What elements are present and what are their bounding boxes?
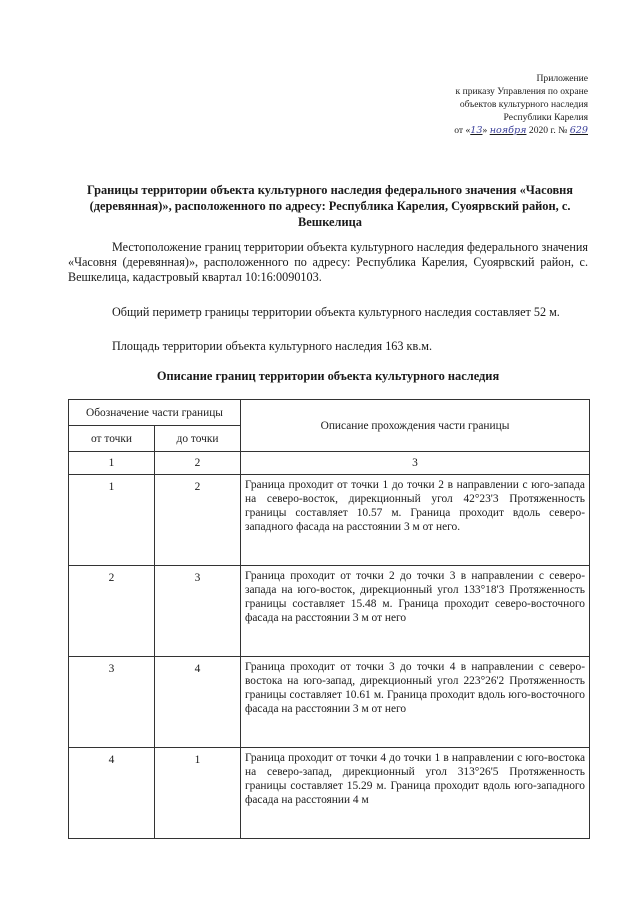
appendix-header <box>368 72 588 137</box>
description-cell: Граница проходит от точки 1 до точки 2 в направлении с юго-запада на северо-восток, дирекционный угол 42°23'3 Протяженность границы составляет 10.57 м. Граница проходит вдоль северо-западного фасада на расстоянии 3 м от него. <box>241 475 590 566</box>
table-row <box>69 566 590 657</box>
appendix-agency-line: объектов культурного наследия <box>459 99 588 110</box>
area-paragraph: Площадь территории объекта культурного наследия 163 кв.м. <box>112 339 433 353</box>
group-header: Обозначение части границы <box>69 400 241 426</box>
to-point-cell: 1 <box>155 748 241 839</box>
description-cell: Граница проходит от точки 4 до точки 1 в направлении с юго-востока на северо-запад, дирекционный угол 313°26'5 Протяженность границы составляет 15.29 м. Граница проходит вдоль юго-западного фасада на расстоянии 4 м <box>241 748 590 839</box>
column-number: 2 <box>155 452 241 475</box>
from-point-cell: 1 <box>69 475 155 566</box>
to-point-cell: 2 <box>155 475 241 566</box>
description-header: Описание прохождения части границы <box>241 400 590 452</box>
perimeter-paragraph: Общий периметр границы территории объекта культурного наследия составляет 52 м. <box>112 305 560 319</box>
to-point-header: до точки <box>155 426 241 452</box>
column-number-row <box>69 452 590 475</box>
date-close: » <box>482 125 488 136</box>
column-number: 1 <box>69 452 155 475</box>
handwritten-order-number: 629 <box>569 125 588 136</box>
handwritten-month: ноября <box>489 125 527 136</box>
to-point-cell: 3 <box>155 566 241 657</box>
description-cell: Граница проходит от точки 2 до точки 3 в направлении с северо-запада на юго-восток, дирекционный угол 133°18'3 Протяженность границы составляет 15.48 м. Граница проходит северо-восточного фасада на расстоянии 3 м от него <box>241 566 590 657</box>
table-row <box>69 657 590 748</box>
handwritten-day: 13 <box>470 125 483 136</box>
from-point-cell: 3 <box>69 657 155 748</box>
from-point-cell: 4 <box>69 748 155 839</box>
location-paragraph: Местоположение границ территории объекта культурного наследия федерального значения «Часовня (деревянная)», расположенного по адресу: Республика Карелия, Суоярвский район, с. Вешкелица, кадастровый квартал 10:16:0090103. <box>68 240 588 284</box>
to-point-cell: 4 <box>155 657 241 748</box>
appendix-date-line <box>368 124 588 137</box>
table-row <box>69 748 590 839</box>
table-row <box>69 475 590 566</box>
table-title: Описание границ территории объекта культурного наследия <box>156 369 500 383</box>
date-prefix: от « <box>454 125 471 136</box>
document-title: Границы территории объекта культурного наследия федерального значения «Часовня (деревянная)», расположенного по адресу: Республика Карелия, Суоярвский район, с. Вешкелица <box>86 183 574 229</box>
boundaries-table <box>68 399 590 839</box>
appendix-order-line: к приказу Управления по охране <box>455 86 588 97</box>
column-number: 3 <box>241 452 590 475</box>
appendix-label: Приложение <box>536 73 588 84</box>
description-cell: Граница проходит от точки 3 до точки 4 в направлении с северо-востока на юго-запад, дирекционный угол 223°26'2 Протяженность границы составляет 10.61 м. Граница проходит вдоль юго-восточного фасада на расстоянии 3 м от него <box>241 657 590 748</box>
appendix-republic-line: Республики Карелия <box>503 112 588 123</box>
date-year: 2020 г. № <box>528 125 568 136</box>
from-point-header: от точки <box>69 426 155 452</box>
from-point-cell: 2 <box>69 566 155 657</box>
